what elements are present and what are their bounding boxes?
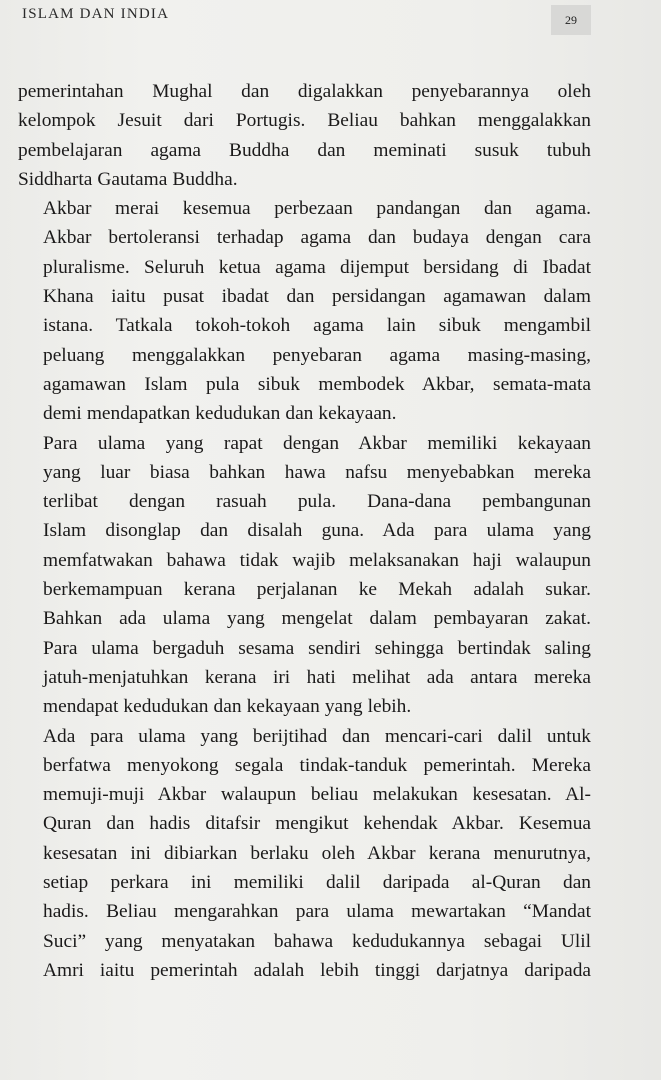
- text-line: istana. Tatkala tokoh-tokoh agama lain sibuk mengambil: [43, 315, 591, 337]
- text-line: memuji-muji Akbar walaupun beliau melakukan kesesatan. Al-: [43, 784, 591, 806]
- page-number: 29: [551, 5, 591, 35]
- text-line: berkemampuan kerana perjalanan ke Mekah adalah sukar.: [43, 579, 591, 601]
- text-line: Suci” yang menyatakan bahawa kedudukannya sebagai Ulil: [43, 930, 591, 952]
- text-line: jatuh-menjatuhkan kerana iri hati melihat ada antara mereka: [43, 666, 591, 688]
- text-line: Para ulama bergaduh sesama sendiri sehingga bertindak saling: [43, 637, 591, 659]
- text-line: Akbar bertoleransi terhadap agama dan budaya dengan cara: [43, 227, 591, 249]
- text-line: mendapat kedudukan dan kekayaan yang lebih.: [43, 696, 412, 718]
- text-line: Akbar merai kesemua perbezaan pandangan dan agama.: [43, 198, 591, 220]
- text-line: peluang menggalakkan penyebaran agama masing-masing,: [43, 344, 591, 366]
- text-line: agamawan Islam pula sibuk membodek Akbar, semata-mata: [43, 373, 591, 395]
- text-line: hadis. Beliau mengarahkan para ulama mewartakan “Mandat: [43, 901, 591, 923]
- text-line: pluralisme. Seluruh ketua agama dijemput bersidang di Ibadat: [43, 256, 591, 278]
- paragraph-1: [18, 77, 591, 194]
- text-line: terlibat dengan rasuah pula. Dana-dana pembangunan: [43, 491, 591, 513]
- text-line: Khana iaitu pusat ibadat dan persidangan agamawan dalam: [43, 286, 591, 308]
- text-line: berfatwa menyokong segala tindak-tanduk pemerintah. Mereka: [43, 754, 591, 776]
- running-header: ISLAM DAN INDIA: [22, 6, 170, 22]
- text-line: kelompok Jesuit dari Portugis. Beliau bahkan menggalakkan: [18, 110, 591, 132]
- text-line: kesesatan ini dibiarkan berlaku oleh Akbar kerana menurutnya,: [43, 842, 591, 864]
- text-line: yang luar biasa bahkan hawa nafsu menyebabkan mereka: [43, 461, 591, 483]
- paragraph-4: [18, 722, 591, 986]
- paragraph-3: [18, 429, 591, 722]
- text-line: setiap perkara ini memiliki dalil daripada al-Quran dan: [43, 872, 591, 894]
- body-text: [18, 77, 591, 985]
- text-line: Amri iaitu pemerintah adalah lebih tinggi darjatnya daripada: [43, 959, 591, 981]
- text-line: Para ulama yang rapat dengan Akbar memiliki kekayaan: [43, 432, 591, 454]
- paragraph-2: [18, 194, 591, 428]
- text-line: pemerintahan Mughal dan digalakkan penyebarannya oleh: [18, 81, 591, 102]
- text-line: Ada para ulama yang berijtihad dan mencari-cari dalil untuk: [43, 725, 591, 747]
- text-line: pembelajaran agama Buddha dan meminati susuk tubuh: [18, 139, 591, 161]
- text-line: memfatwakan bahawa tidak wajib melaksanakan haji walaupun: [43, 549, 591, 571]
- text-line: Islam disonglap dan disalah guna. Ada para ulama yang: [43, 520, 591, 542]
- text-line: Bahkan ada ulama yang mengelat dalam pembayaran zakat.: [43, 608, 591, 630]
- text-line: Quran dan hadis ditafsir mengikut kehendak Akbar. Kesemua: [43, 813, 591, 835]
- text-line: Siddharta Gautama Buddha.: [18, 168, 238, 190]
- text-line: demi mendapatkan kedudukan dan kekayaan.: [43, 403, 397, 425]
